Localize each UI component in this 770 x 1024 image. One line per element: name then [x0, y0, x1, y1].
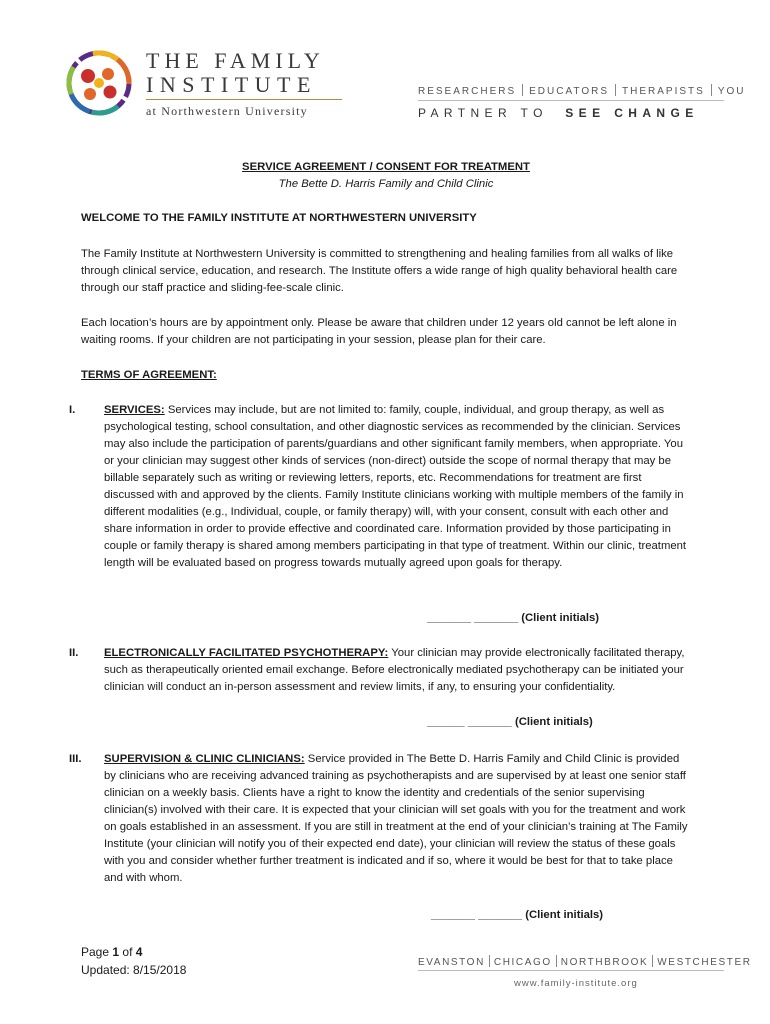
tagline-part-a: PARTNER TO — [418, 106, 548, 120]
intro-paragraph: The Family Institute at Northwestern University is committed to strengthening and healing families from all walks of like through clinical service, education, and research. The Institute offers a wide range of high quality behavioral health care through our staff practice and sliding-fee-scale clinic. — [81, 248, 678, 294]
document-title: SERVICE AGREEMENT / CONSENT FOR TREATMENT — [242, 161, 530, 173]
terms-heading: TERMS OF AGREEMENT: — [81, 369, 217, 381]
section-3-heading: SUPERVISION & CLINIC CLINICIANS: — [104, 753, 305, 765]
section-2-heading: ELECTRONICALLY FACILITATED PSYCHOTHERAPY: — [104, 647, 389, 659]
brand-university: at Northwestern University — [146, 104, 308, 118]
family-institute-logo-icon — [66, 50, 132, 116]
roles-divider — [418, 100, 724, 101]
page-number — [81, 943, 142, 961]
locations-bar — [418, 955, 752, 968]
updated-date: Updated: 8/15/2018 — [81, 963, 187, 977]
section-2-number: II. — [69, 647, 79, 659]
role-researchers: RESEARCHERS — [418, 86, 517, 97]
hours-paragraph: Each location’s hours are by appointment only. Please be aware that children under 12 years old cannot be left alone in waiting rooms. If your children are not participating in your session, please plan for their care. — [81, 317, 677, 346]
page-total: 4 — [135, 945, 143, 959]
role-educators: EDUCATORS — [529, 86, 610, 97]
page-label: Page — [81, 945, 110, 959]
section-1-number: I. — [69, 404, 76, 416]
section-1-text: Services may include, but are not limited to: family, couple, individual, and group therapy, as well as psychological testing, school consultation, and other diagnostic services as recommended by the clinician. Services may also include the participation of parents/guardians and other significant family members, when appropriate. You or your clinician may suggest other kinds of services (non-direct) outside the scope of normal therapy that may be billable separately such as writing or reviewing letters, reports, etc. Recommendations for treatment are first discussed with and approved by the clients. Family Institute clinicians working with multiple members of the family in different modalities (e.g., Individual, couple, or family therapy) will, with your consent, consult with each other and share information in order to provide effective and coordinated care. Information provided by those participating in couple or family therapy is shared among members participating in that type of treatment. Within our clinic, treatment length will be evaluated based on progress towards mutually agreed upon goals for therapy. — [104, 404, 687, 569]
location-westchester: WESTCHESTER — [657, 957, 752, 968]
section-2-body — [104, 645, 691, 696]
role-therapists: THERAPISTS — [622, 86, 705, 97]
brand-name-line2: INSTITUTE — [146, 72, 317, 97]
page-of: of — [122, 945, 133, 959]
section-3-number: III. — [69, 753, 82, 765]
tagline-part-b: SEE CHANGE — [565, 106, 699, 120]
section-2-text: Your clinician may provide electronically facilitated therapy, such as therapeutically oriented email exchange. Before electronically mediated psychotherapy can be initiated your clinician will conduct an in-person assessment and review limits, if any, to ensuring your confidentiality. — [104, 647, 685, 693]
location-northbrook: NORTHBROOK — [560, 957, 649, 968]
page-current: 1 — [112, 945, 120, 959]
section-1-initials[interactable]: _______ _______ (Client initials) — [427, 612, 600, 624]
location-chicago: CHICAGO — [493, 957, 552, 968]
website-link[interactable]: www.family-institute.org — [514, 978, 638, 989]
brand-name-line1: THE FAMILY — [146, 48, 325, 73]
role-you: YOU — [717, 86, 746, 97]
document-subtitle: The Bette D. Harris Family and Child Clinic — [278, 178, 494, 190]
section-3-text: Service provided in The Bette D. Harris Family and Child Clinic is provided by clinicians who are receiving advanced training as psychotherapists and are supervised by at least one senior staff clinician on a weekly basis. Clients have a right to know the identity and credentials of the senior supervising clinician(s) involved with their care. It is expected that your clinician will set goals with you for the treatment and work on goals established in an assessment. If you are still in treatment at the end of your clinician’s training at The Family Institute (your clinician will notify you of their expected end date), your clinician will review the status of these goals with you and consider whether further treatment is indicated and if so, where it would be best for that to take place and with whom. — [104, 753, 688, 884]
location-evanston: EVANSTON — [418, 957, 485, 968]
section-3-initials[interactable]: _______ _______ (Client initials) — [431, 909, 604, 921]
welcome-heading: WELCOME TO THE FAMILY INSTITUTE AT NORTHWESTERN UNIVERSITY — [81, 212, 477, 224]
tagline — [418, 106, 699, 120]
section-3-body — [104, 751, 691, 887]
section-1-body — [104, 402, 691, 572]
section-1-heading: SERVICES: — [104, 404, 165, 416]
roles-bar — [418, 84, 745, 97]
section-2-initials[interactable]: ______ _______ (Client initials) — [427, 716, 593, 728]
brand-divider — [146, 99, 342, 100]
locations-divider — [418, 970, 724, 971]
